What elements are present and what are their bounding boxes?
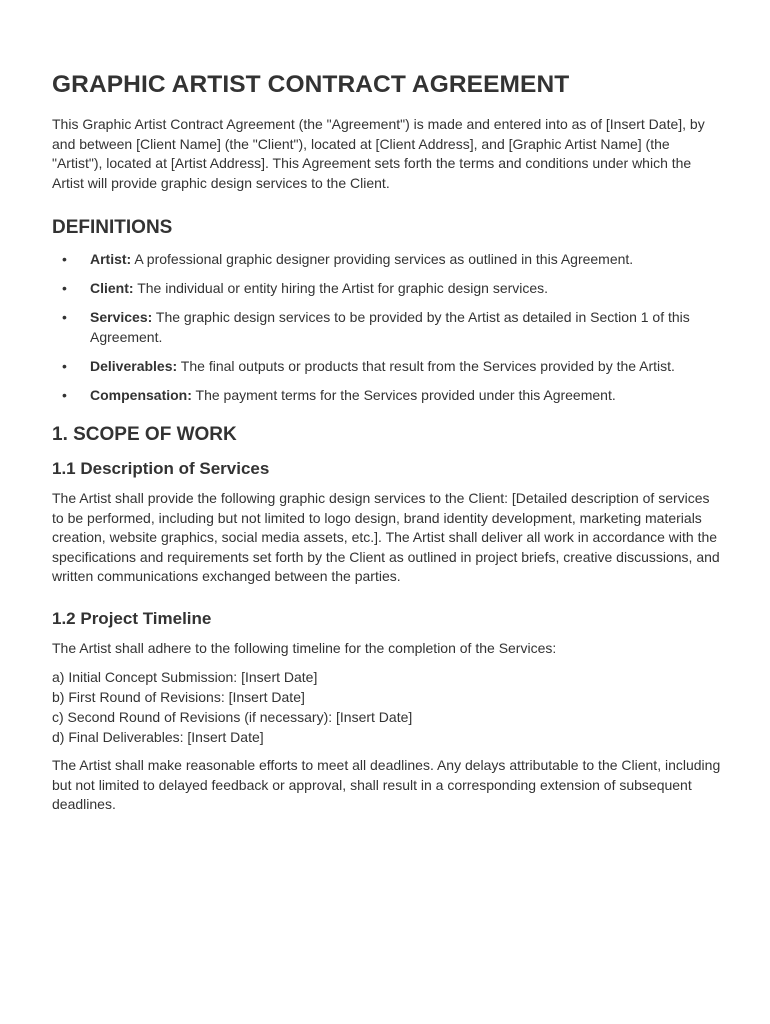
definition-item-client (52, 279, 722, 299)
milestone-item: c) Second Round of Revisions (if necessary): [Insert Date] (52, 709, 413, 725)
definition-term: Deliverables: (90, 357, 178, 374)
description-of-services-heading: 1.1 Description of Services (52, 459, 270, 478)
bullet-icon: • (62, 386, 67, 403)
definition-text: A professional graphic designer providing services as outlined in this Agreement. (131, 251, 634, 267)
milestone-item: a) Initial Concept Submission: [Insert Date] (52, 669, 318, 685)
definition-text: The final outputs or products that result from the Services provided by the Artist. (177, 357, 675, 374)
scope-of-work-heading: 1. SCOPE OF WORK (52, 424, 237, 445)
document-page (52, 68, 722, 815)
project-timeline-intro: The Artist shall adhere to the following timeline for the completion of the Services: (52, 639, 557, 656)
definition-text: The individual or entity hiring the Artist for graphic design services. (133, 280, 549, 296)
bullet-icon: • (62, 357, 67, 374)
milestone-item: d) Final Deliverables: [Insert Date] (52, 729, 264, 745)
definition-item-compensation (52, 386, 722, 406)
definition-term: Services: (90, 309, 153, 325)
definition-term: Client: (90, 280, 134, 296)
intro-paragraph: This Graphic Artist Contract Agreement (the "Agreement") is made and entered into as of [Insert Date], by and between [Client Name] (the "Client"), located at [Client Address], and [Graphic Artist Name] (the "Artist"), located at [Artist Address]. This Agreement sets forth the terms and conditions under which the Artist will provide graphic design services to the Client. (52, 116, 705, 191)
definition-term: Compensation: (90, 386, 192, 403)
definition-text: The payment terms for the Services provided under this Agreement. (191, 386, 616, 403)
timeline-closing-paragraph: The Artist shall make reasonable efforts to meet all deadlines. Any delays attributable to the Client, including but not limited to delayed feedback or approval, shall result in a corresponding extension of subsequent deadlines. (52, 757, 721, 812)
milestone-item: b) First Round of Revisions: [Insert Date] (52, 689, 305, 705)
bullet-icon: • (62, 309, 67, 325)
project-timeline-heading: 1.2 Project Timeline (52, 608, 212, 628)
definition-item-deliverables (52, 357, 722, 377)
definitions-list (52, 250, 722, 405)
definition-term: Artist: (90, 251, 132, 267)
description-of-services-text: The Artist shall provide the following graphic design services to the Client: [Detailed description of services to be performed, including but not limited to logo design, brand identity development, marketing materials creation, website graphics, social media assets, etc.]. The Artist shall deliver all work in accordance with the specifications and requirements set forth by the Client as outlined in project briefs, creative discussions, and written communications exchanged between the parties. (52, 490, 720, 584)
bullet-icon: • (62, 251, 67, 267)
definition-text: The graphic design services to be provided by the Artist as detailed in Section 1 of this Agreement. (90, 309, 690, 345)
definitions-heading: DEFINITIONS (52, 217, 173, 238)
bullet-icon: • (62, 280, 67, 296)
definition-item-artist (52, 250, 722, 270)
definition-item-services (52, 308, 722, 347)
timeline-milestones (52, 667, 722, 747)
document-title: GRAPHIC ARTIST CONTRACT AGREEMENT (52, 71, 570, 98)
